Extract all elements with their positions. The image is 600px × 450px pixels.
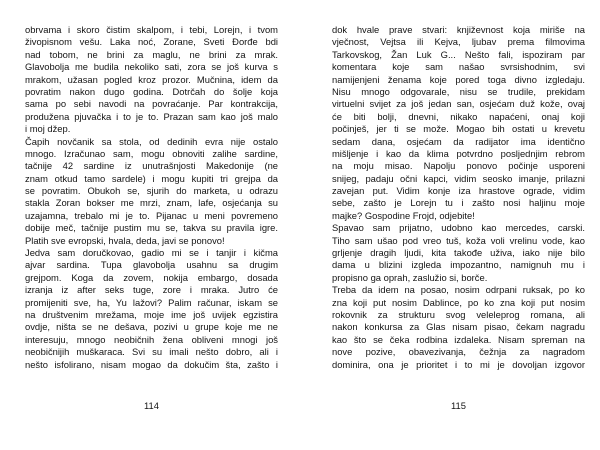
- text-line: propisno ga oprah, zaslužio si, borče.: [332, 271, 488, 283]
- text-line: snijeg, padaju očni kapci, vidim seosko imanje, prilazni: [332, 172, 585, 184]
- text-line: sebe, zašto je Lorejn tu i zašto nosi haljinu moje: [332, 197, 585, 209]
- text-line: Glavobolja me budila nekoliko sati, zora se još kurva s: [25, 61, 278, 73]
- text-line: vječnost, Vejtsa ili Kejva, ljubav prema filmovima: [332, 36, 585, 48]
- text-line: će biti bolji, dnevni, nikako napaćeni, onaj koji: [332, 110, 585, 122]
- text-line: promijeniti sve, ha, Yu lažovi? Palim računar, iskam se: [25, 296, 278, 308]
- text-line: nove pozive, obavezivanja, čežnja za nagradom: [332, 346, 585, 358]
- text-line: tačnije 42 sardine iz unutrašnjosti Makedonije (ne: [25, 160, 278, 172]
- text-line: izranja iz after seks tuge, zore i mraka. Jutro će: [25, 284, 278, 296]
- text-line: zna koji put nosim Dablince, po ko zna koji put nosim: [332, 296, 585, 308]
- text-line: Spavao sam prijatno, udobno kao mercedes, carski.: [332, 222, 585, 234]
- text-line: Jedva sam doručkovao, gadio mi se i tanjir i kičma: [25, 247, 278, 259]
- text-line: nakon konkursa za Glas nisam pisao, čekam nagradu: [332, 321, 585, 333]
- text-line: Tarkovskog, Žan Luk G... Nešto fali, ispoziram par: [332, 48, 585, 60]
- text-line: dobije meč, tačnije pustim mu se, takva su pravila igre.: [25, 222, 278, 234]
- text-line: zavejan put. Vidim konje iza hrastove ograde, vidim: [332, 185, 585, 197]
- text-line: Tiho sam ušao pod vreo tuš, koža voli vrelinu vode, kao: [332, 234, 585, 246]
- text-line: virtuelni svijet za još jedan san, osjećam duž kože, ovaj: [332, 98, 585, 110]
- text-line: se povratim. Obukoh se, sjurih do marketa, u odrazu: [25, 185, 278, 197]
- text-line: na moju misao. Napolju ponovo počinje usporeni: [332, 160, 585, 172]
- text-line: produžena pjuvačka i to je to. Prazan sam kao još malo: [25, 110, 278, 122]
- text-line: nad tobom, ne brini za maglu, ne brini za mrak.: [25, 48, 278, 60]
- text-line: Treba da idem na posao, nosim odrpani ruksak, po ko: [332, 284, 585, 296]
- text-line: nešto isfolirano, nisam mogao da dokučim šta, zašto i: [25, 358, 278, 370]
- text-line: znam otkud tamo sardele) i mogu kupiti tri grejpa da: [25, 172, 278, 184]
- text-line: rokovnik za strukturu svog veleleprog romana, ali: [332, 308, 585, 320]
- text-line: komentara koje sam našao svrsishodnim, svi: [332, 61, 585, 73]
- text-line: dok hvale prave stvari: književnost koja miriše na: [332, 24, 585, 35]
- text-line: stakla Zoran bokser me mrzi, znam, lafe, osjećanja su: [25, 197, 278, 209]
- text-line: na društvenim mrežama, moje ime još uvijek egzistira: [25, 308, 278, 320]
- text-line: sama po sebi navodi na povraćanje. Par kontrakcija,: [25, 98, 278, 110]
- text-line: kao što se čeka rodbina izdaleka. Nisam spreman na: [332, 333, 585, 345]
- left-page-number: 114: [144, 400, 159, 411]
- text-line: i moj džep.: [25, 123, 71, 135]
- text-line: uzajamna, trebalo mi je to. Pijanac u meni povremeno: [25, 209, 278, 221]
- text-line: mnogo. Izračunao sam, mogu obnoviti zalihe sardine,: [25, 147, 278, 159]
- text-line: obrvama i skoro čistim skalpom, i tebi, Lorejn, i tvom: [25, 24, 278, 35]
- text-line: namijenjeni ženama koje pored toga divno izgledaju.: [332, 73, 585, 85]
- text-line: mišljenje i kao da klima potvrdno posljednjim rebrom: [332, 147, 585, 159]
- text-line: grljenje dragih ljudi, kita takođe uživa, iako nije bilo: [332, 247, 585, 259]
- text-line: neobičnijih muškaraca. Svi su imali nešto dobro, ali i: [25, 346, 278, 358]
- text-line: ovdje, ništa se ne dešava, pozivi u grupe koje me ne: [25, 321, 278, 333]
- right-page-number: 115: [451, 400, 466, 411]
- right-page: [332, 24, 585, 371]
- text-line: povratim nakon dugo godina. Dotrčah do šolje koja: [25, 85, 278, 97]
- text-line: interesuju, mnogo neobičnih žena obliveni mnogi još: [25, 333, 278, 345]
- text-line: počinješ, jer ti se može. Mogao bih ostati u krevetu: [332, 123, 585, 135]
- text-line: Platih sve evropski, hvala, deda, javi se ponovo!: [25, 234, 225, 246]
- text-line: ajvar sardina. Tupa glavobolja usahnu sa drugim: [25, 259, 278, 271]
- text-line: Čapih novčanik sa stola, od dedinih evra nije ostalo: [25, 135, 278, 147]
- text-line: grejpom. Koga da zovem, nokija embargo, dosada: [25, 271, 278, 283]
- text-line: mrakom, užasan pogled kroz prozor. Mučnina, idem da: [25, 73, 278, 85]
- text-line: živopisnom vešu. Laka noć, Zorane, Sveti Đorđe bdi: [25, 36, 278, 48]
- text-line: Nisu mnogo odgovarale, nisu se trudile, prekidam: [332, 85, 585, 97]
- text-line: dominira, ona je prioritet i to mi je dovoljan izgovor: [332, 358, 585, 370]
- text-line: majke? Gospodine Frojd, odjebite!: [332, 209, 475, 221]
- text-line: dama u blizini izgleda impozantno, namignuh mu i: [332, 259, 585, 271]
- left-page: [25, 24, 278, 371]
- text-line: sedam dana, osjećam da radijator ima identično: [332, 135, 585, 147]
